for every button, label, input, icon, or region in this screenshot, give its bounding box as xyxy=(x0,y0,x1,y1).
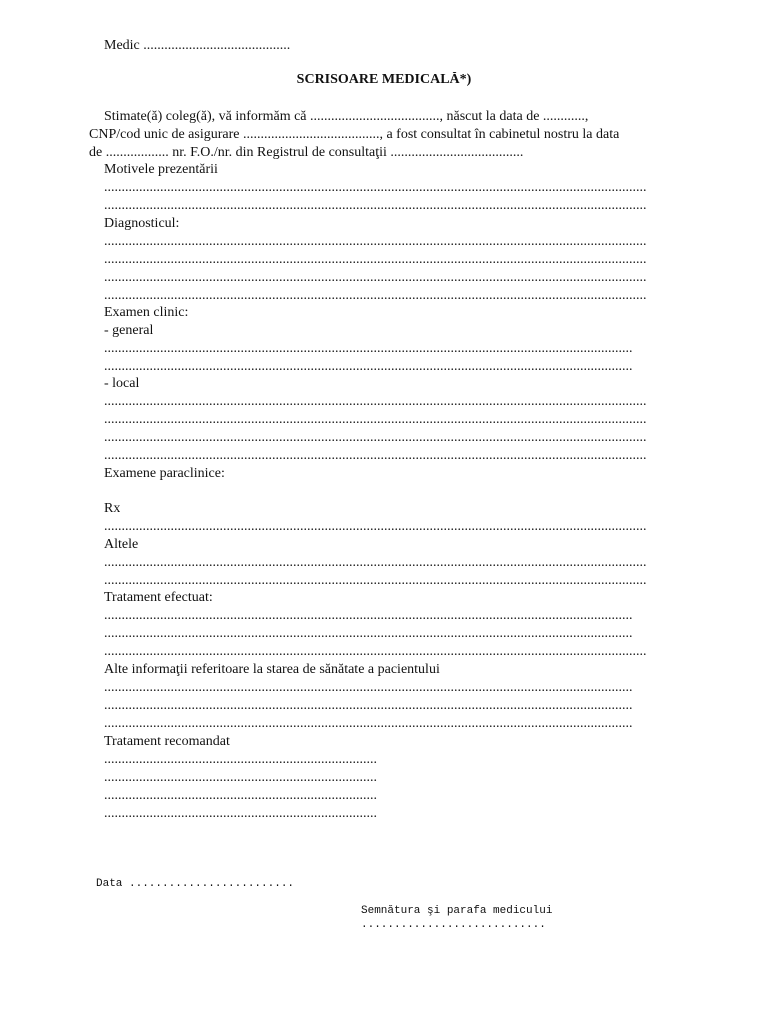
dotted-line: ....................................................................................................................................................... xyxy=(104,680,633,695)
intro-line-1: Stimate(ă) coleg(ă), vă informăm că ....................................., născut la data de ............, xyxy=(104,109,589,124)
section-paraclinice: Examene paraclinice: xyxy=(104,466,225,481)
section-examen-clinic: Examen clinic: xyxy=(104,305,189,320)
dotted-line: ........................................................................................................................................................... xyxy=(104,270,647,285)
document-title: SCRISOARE MEDICALĂ*) xyxy=(296,72,472,87)
dotted-line: ........................................................................................................................................................... xyxy=(104,394,647,409)
intro-line-3: de .................. nr. F.O./nr. din Registrul de consultaţii ...................................... xyxy=(89,145,524,160)
subsection-rx: Rx xyxy=(104,501,121,516)
section-tratament-efectuat: Tratament efectuat: xyxy=(104,590,213,605)
dotted-line: ........................................................................................................................................................... xyxy=(104,573,647,588)
dotted-line: ........................................................................................................................................................... xyxy=(104,644,647,659)
dotted-line: ........................................................................................................................................................... xyxy=(104,234,647,249)
medic-line: Medic .......................................... xyxy=(104,38,291,53)
dotted-line: ....................................................................................................................................................... xyxy=(104,716,633,731)
dotted-line: ........................................................................................................................................................... xyxy=(104,519,647,534)
dotted-line: ....................................................................................................................................................... xyxy=(104,626,633,641)
section-alte-informatii: Alte informaţii referitoare la starea de sănătate a pacientului xyxy=(104,662,440,677)
dotted-line: .............................................................................. xyxy=(104,788,377,803)
dotted-line: ........................................................................................................................................................... xyxy=(104,555,647,570)
dotted-line: .............................................................................. xyxy=(104,770,377,785)
subsection-local: - local xyxy=(104,376,140,391)
dotted-line: ........................................................................................................................................................... xyxy=(104,448,647,463)
section-tratament-recomandat: Tratament recomandat xyxy=(104,734,230,749)
subsection-general: - general xyxy=(104,323,154,338)
signature-label: Semnătura şi parafa medicului xyxy=(361,905,553,917)
dotted-line: .............................................................................. xyxy=(104,752,377,767)
dotted-line: ........................................................................................................................................................... xyxy=(104,252,647,267)
dotted-line: ........................................................................................................................................................... xyxy=(104,198,647,213)
dotted-line: .............................................................................. xyxy=(104,806,377,821)
section-altele: Altele xyxy=(104,537,139,552)
dotted-line: ....................................................................................................................................................... xyxy=(104,359,633,374)
dotted-line: ........................................................................................................................................................... xyxy=(104,412,647,427)
section-diagnosticul: Diagnosticul: xyxy=(104,216,180,231)
date-field: Data ......................... xyxy=(96,878,295,890)
dotted-line: ........................................................................................................................................................... xyxy=(104,288,647,303)
dotted-line: ....................................................................................................................................................... xyxy=(104,341,633,356)
dotted-line: ....................................................................................................................................................... xyxy=(104,608,633,623)
dotted-line: ........................................................................................................................................................... xyxy=(104,180,647,195)
signature-line: ............................ xyxy=(361,919,546,931)
dotted-line: ....................................................................................................................................................... xyxy=(104,698,633,713)
intro-line-2: CNP/cod unic de asigurare ......................................., a fost consultat în cabinetul nostru la data xyxy=(89,127,620,142)
section-motivele: Motivele prezentării xyxy=(104,162,218,177)
dotted-line: ........................................................................................................................................................... xyxy=(104,430,647,445)
